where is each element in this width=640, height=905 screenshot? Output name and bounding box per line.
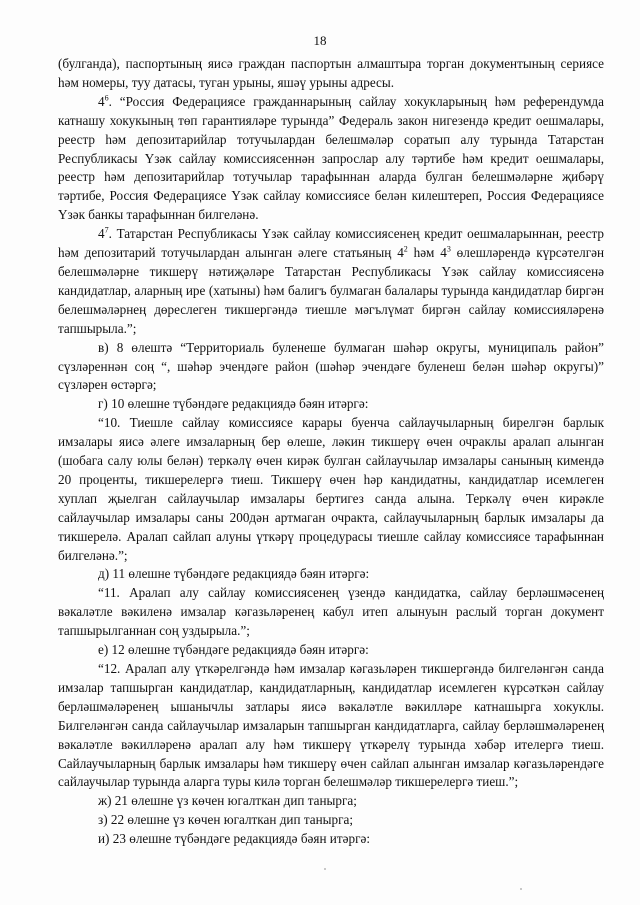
page-number: 18 bbox=[313, 33, 327, 48]
paragraph-quote-12: “12. Аралап алу үткәрелгәндә һәм имзалар кәгазьләрен тикшергәндә билгеләнгән санда имзалар тапшырган кандидатлар, кандидатларның, кандидатлар исемлеген күрсәткән сайлау берләшмәләренең ышанычлы затлары яисә вәкаләтле вәкилләре катнашырга хокуклы. Билгеләнгән санда сайлаучылар имзаларын тапшырган кандидатларга, сайлау берләшмәләренең вәкаләтле вәкилләренә аралап алу һәм тикшерү үткәрелү турында хәбәр ителергә тиеш. Сайлаучыларның барлык имзалары һәм тикшерү өчен сайлап алынган имзалар кәгазьләрендәге сайлаучылар турында аларга туры килә торган белешмәләр тикшерелергә тиеш.”; bbox=[58, 661, 604, 790]
document-body bbox=[58, 55, 604, 849]
paragraph-item-zh: ж) 21 өлешне үз көчен югалткан дип танырга; bbox=[98, 793, 357, 809]
scan-speck bbox=[324, 868, 326, 870]
paragraph-item-g: г) 10 өлешне түбәндәге редакциядә бәян итәргә: bbox=[98, 396, 369, 412]
paragraph-item-d: д) 11 өлешне түбәндәге редакциядә бәян итәргә: bbox=[98, 566, 370, 582]
paragraph-item-v: в) 8 өлештә “Территориаль буленеше булмаган шәһәр округы, муниципаль район” сүзләреннән соң “, шәһәр эчендәге район (шәһәр эчендәге буленеш белән шәһәр округы)” сүзләрен өстәргә; bbox=[58, 339, 604, 393]
paragraph-4-7: $4^7$. Татарстан Республикасы Үзәк сайлау комиссиясенең кредит оешмаларыннан, реестр һәм депозитарий тотучылардан алынган әлеге статьяның $4^2$ һәм $4^3$ өлешләрендә күрсәтелгән белешмәләрне тикшерү нәтиҗәләре Татарстан Республикасы Үзәк сайлау комиссиясенә кандидатлар, аларның ире (хатыны) һәм балигъ булмаган балалары турында кандидатлар биргән белешмәләрнең дөреслеген тикшергәндә тиешле мәгълүмат биргән сайлау комиссияләренә тапшырыла.”; bbox=[58, 225, 605, 336]
paragraph-passport-details: (булганда), паспортының яисә граждан паспортын алмаштыра торган документының сериясе һәм номеры, туу датасы, туган урыны, яшәү урыны адресы. bbox=[58, 56, 604, 90]
paragraph-quote-11: “11. Аралап алу сайлау комиссиясенең үзендә кандидатка, сайлау берләшмәсенең вәкаләтле вәкиленә имзалар кәгазьләренең кабул итеп алынуын раслый торган документ тапшырылганнан соң уздырыла.”; bbox=[58, 585, 604, 639]
paragraph-item-e: е) 12 өлешне түбәндәге редакциядә бәян итәргә: bbox=[98, 642, 369, 658]
paragraph-item-z: з) 22 өлешне үз көчен югалткан дип танырга; bbox=[98, 812, 354, 828]
paragraph-item-i: и) 23 өлешне түбәндәге редакциядә бәян итәргә: bbox=[98, 831, 371, 847]
scan-speck bbox=[520, 888, 522, 890]
paragraph-quote-10: “10. Тиешле сайлау комиссиясе карары буенча сайлаучыларның бирелгән барлык имзалары яисә әлеге имзаларның бер өлеше, ләкин тикшерү өчен очраклы аралап алынган (шобага салу юлы белән) теркәлү өчен кирәк булган сайлаучылар имзалары санының кимендә 20 проценты, тикшерелергә тиеш. Тикшерү өчен һәр кандидатны, кандидатлар исемлеген хуплап җыелган сайлаучылар имзалары бертигез санда алына. Теркәлү өчен кирәкле сайлаучылар имзалары саны 200дән артмаган очракта, сайлаучыларның барлык имзалары да тикшерелә. Аралап сайлап алуны үткәрү процедурасы тиешле сайлау комиссиясе тарафыннан билгеләнә.”; bbox=[58, 415, 604, 563]
paragraph-4-6: $4^6$. “Россия Федерациясе гражданнарының сайлау хокукларының һәм референдумда катнашу хокукының төп гарантияләре турында” Федераль закон нигезендә кредит оешмалары, реестр һәм депозитарийлар тотучылардан белешмәләр соратып алу турында Татарстан Республикасы Үзәк сайлау комиссиясеннән запрослар алу тәртибе һәм кредит оешмалары, реестр һәм депозитарийлар тотучылар тарафыннан аларда булган белешмәләрне җибәрү тәртибе, Россия Федерациясе Үзәк сайлау комиссиясе белән килештереп, Россия Федерациясе Үзәк банкы тарафыннан билгеләнә. bbox=[58, 93, 604, 223]
